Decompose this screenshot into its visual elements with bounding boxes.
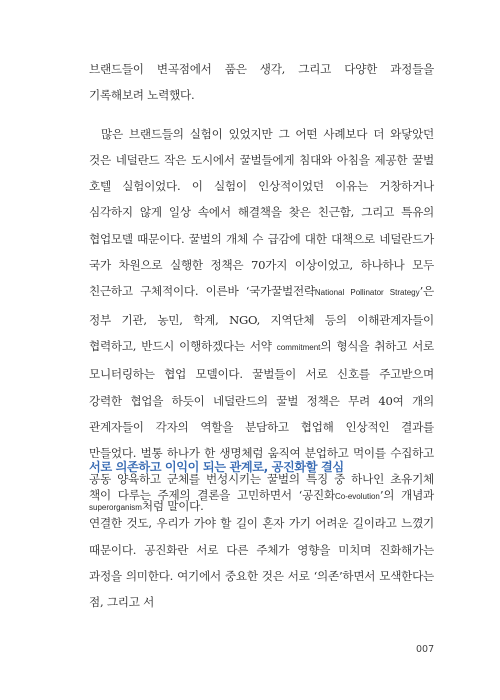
paragraph-2-part-d: 처럼 말이다. [141,498,204,513]
section-heading: 서로 의존하고 이익이 되는 관계로, 공진화할 결심 [89,460,344,474]
paragraph-2-part-a: 많은 브랜드들의 실험이 있었지만 그 어떤 사례보다 더 와닿았던 것은 네덜란드 작은 도시에서 꿀벌들에게 침대와 아침을 제공한 꿀벌 호텔 실험이었다. 이 실험이 인상적이었던 이유는 거창하거나 심각하지 않게 일상 속에서 해결책을 찾은 친근함, 그리고 특유의 협업모델 때문이다. 꿀벌의 개체 수 급감에 대한 대책으로 네덜란드가 국가 차원으로 실행한 정책은 70가지 이상이었고, 하나하나 모두 친근하고 구체적이다. 이른바 ‘국가꿀벌전략 [89,126,434,299]
page-number: 007 [416,644,435,655]
paragraph-3 [89,482,434,615]
paragraph-2-part-c: 의 형식을 취하고 서로 모니터링하는 협업 모델이다. 꿀벌들이 서로 신호를 주고받으며 강력한 협업을 하듯이 네덜란드의 꿀벌 정책은 무려 40여 개의 관계자들이 각자의 역할을 분담하고 협업해 인상적인 결과를 만들었다. 벌통 하나가 한 생명체럼 움직여 분업하고 먹이를 수집하고 공동 양육하고 군체를 번성시키는 꿀벌의 특징 중 하나인 초유기체 [89,338,434,487]
paragraph-gap [89,109,434,121]
english-term-co-evolution: Co-evolution [334,492,380,501]
paragraph-1: 브랜드들이 변곡점에서 품은 생각, 그리고 다양한 과정들을 기록해보려 노력했다. [89,62,434,103]
section-text [89,482,434,615]
english-term-national-pollinator-strategy: National Pollinator Strategy [314,288,420,298]
english-term-superorganism: superorganism [89,502,142,512]
body-text [89,56,434,521]
paragraph-3-part-b: ’의 개념과 연결한 것도, 우리가 가야 할 길이 혼자 가기 어려운 길이라고 느꼈기 때문이다. 공진화란 서로 다른 주체가 영향을 미치며 진화해가는 과정을 의미한다. 여기에서 중요한 것은 서로 ‘의존’하면서 모색한다는 점, 그리고 서 [89,488,435,610]
paragraph-3-part-a: 책이 다루는 주제의 결론을 고민하면서 ‘공진화 [89,488,335,502]
paragraph-2-part-b: ’은 정부 기관, 농민, 학계, NGO, 지역단체 등의 이해관계자들이 협력하고, 반드시 이행하겠다는 서약 [89,284,434,353]
english-term-commitment: commitment [276,342,321,352]
